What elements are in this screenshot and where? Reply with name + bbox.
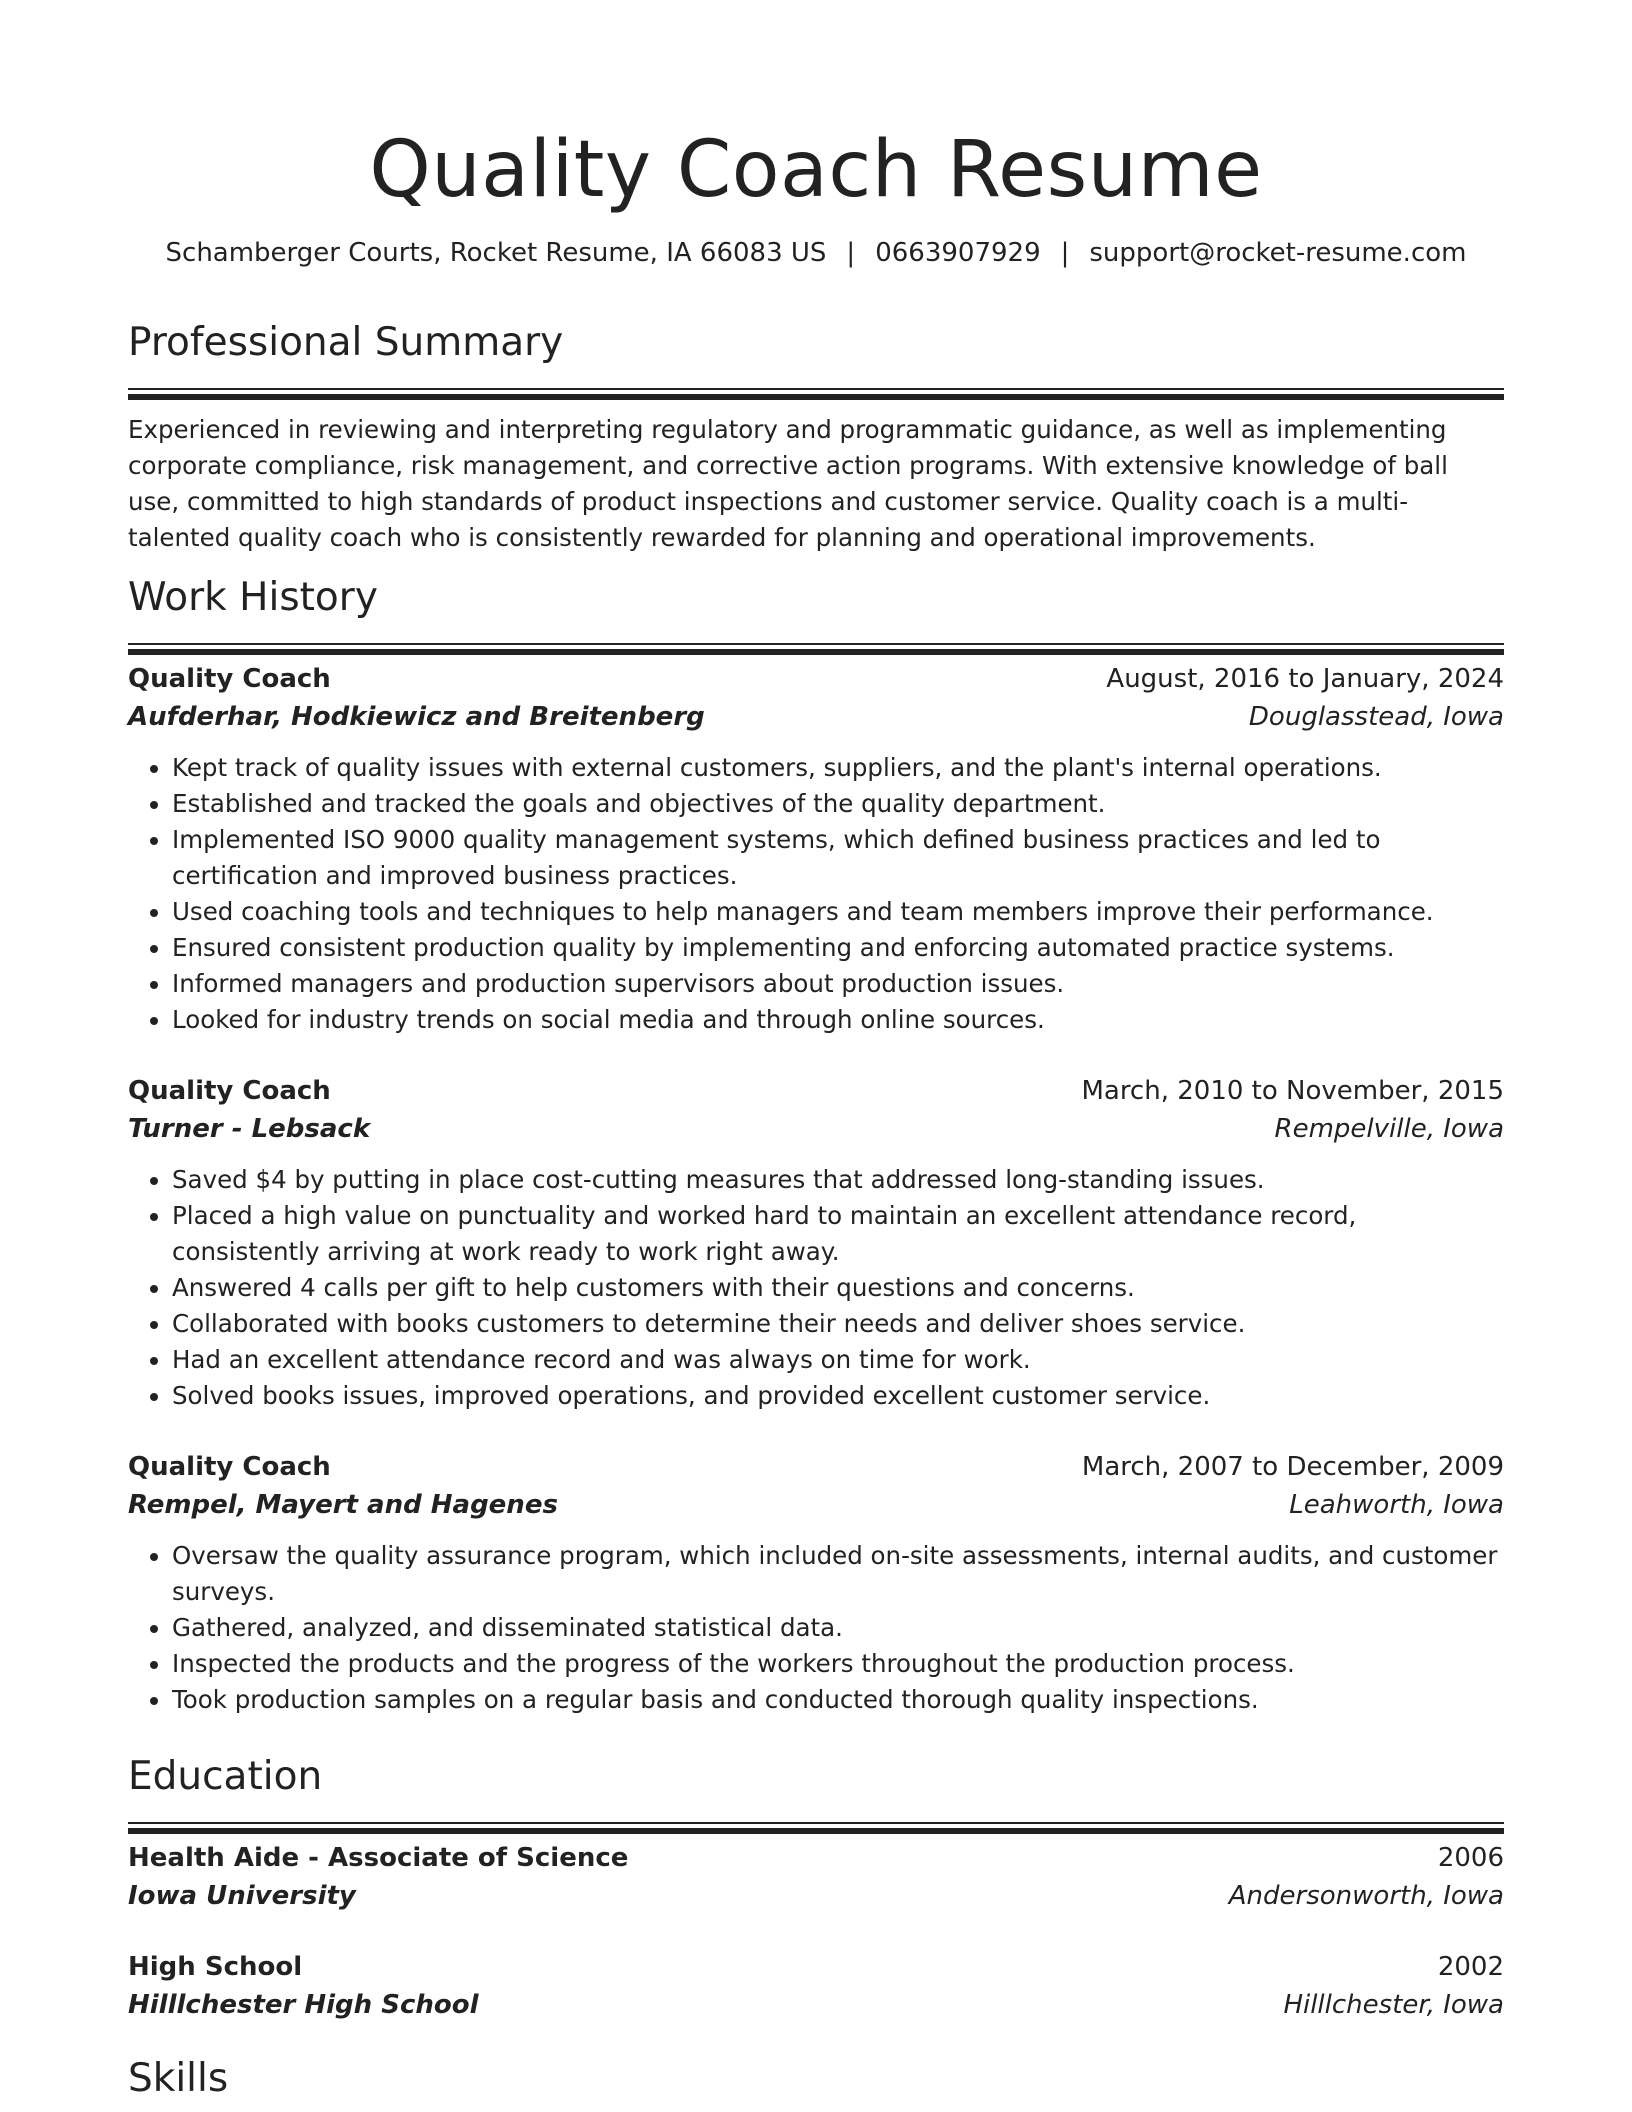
job-title: Quality Coach — [128, 1452, 331, 1482]
education-school: Iowa University — [128, 1881, 356, 1911]
bullet-item: • Placed a high value on punctuality and worked hard to maintain an excellent attendance record, consistently arriving at work ready to work right away. — [172, 1198, 1504, 1270]
bullet-item: • Established and tracked the goals and objectives of the quality department. — [172, 786, 1504, 822]
bullet-item: • Collaborated with books customers to determine their needs and deliver shoes service. — [172, 1306, 1504, 1342]
education-section — [128, 1752, 1504, 1834]
section-heading-skills: Skills — [128, 2056, 229, 2101]
job-company: Turner - Lebsack — [128, 1114, 371, 1144]
bullet-item: • Oversaw the quality assurance program, which included on-site assessments, internal audits, and customer surveys. — [172, 1538, 1504, 1610]
section-heading-education: Education — [128, 1754, 323, 1799]
education-entry — [128, 1839, 1504, 1915]
education-year: 2006 — [1437, 1843, 1504, 1873]
job-location: Douglasstead, Iowa — [1248, 702, 1504, 732]
job-title: Quality Coach — [128, 1076, 331, 1106]
skills-section — [128, 2054, 1504, 2104]
job-location: Leahworth, Iowa — [1289, 1490, 1504, 1520]
summary-text: Experienced in reviewing and interpreting regulatory and programmatic guidance, as well as implementing corporate compliance, risk management, and corrective action programs. With extensive knowledge of ball use, committed to high standards of product inspections and customer service. Quality coach is a multi-talented quality coach who is consistently rewarded for planning and operational improvements. — [128, 415, 1448, 552]
bullet-item: • Informed managers and production supervisors about production issues. — [172, 966, 1504, 1002]
job-title: Quality Coach — [128, 664, 331, 694]
education-year: 2002 — [1437, 1952, 1504, 1982]
education-location: Andersonworth, Iowa — [1228, 1881, 1504, 1911]
job-company: Rempel, Mayert and Hagenes — [128, 1490, 558, 1520]
education-location: Hilllchester, Iowa — [1283, 1990, 1504, 2020]
section-divider — [128, 1822, 1504, 1834]
section-heading-summary: Professional Summary — [128, 320, 564, 365]
bullet-item: • Took production samples on a regular basis and conducted thorough quality inspections. — [172, 1682, 1504, 1718]
bullet-item: • Saved $4 by putting in place cost-cutting measures that addressed long-standing issues. — [172, 1162, 1504, 1198]
job-bullets — [128, 1162, 1504, 1414]
job-dates: March, 2010 to November, 2015 — [1081, 1076, 1504, 1106]
job-entry — [128, 660, 1504, 1038]
education-degree: Health Aide - Associate of Science — [128, 1843, 629, 1873]
page-title: Quality Coach Resume — [369, 125, 1263, 215]
job-entry — [128, 1448, 1504, 1718]
bullet-item: • Implemented ISO 9000 quality management systems, which defined business practices and led to certification and improved business practices. — [172, 822, 1504, 894]
summary-section — [128, 318, 1504, 556]
bullet-item: • Ensured consistent production quality by implementing and enforcing automated practice systems. — [172, 930, 1504, 966]
contact-phone: 0663907929 — [875, 238, 1041, 268]
contact-line — [128, 236, 1504, 270]
education-entry — [128, 1948, 1504, 2024]
job-company: Aufderhar, Hodkiewicz and Breitenberg — [128, 702, 705, 732]
bullet-item: • Inspected the products and the progress of the workers throughout the production process. — [172, 1646, 1504, 1682]
section-divider — [128, 643, 1504, 655]
contact-separator: | — [846, 238, 856, 268]
bullet-item: • Kept track of quality issues with external customers, suppliers, and the plant's internal operations. — [172, 750, 1504, 786]
job-entry — [128, 1072, 1504, 1414]
job-dates: March, 2007 to December, 2009 — [1081, 1452, 1504, 1482]
job-bullets — [128, 1538, 1504, 1718]
bullet-item: • Answered 4 calls per gift to help customers with their questions and concerns. — [172, 1270, 1504, 1306]
contact-address: Schamberger Courts, Rocket Resume, IA 66083 US — [165, 238, 827, 268]
contact-separator: | — [1060, 238, 1070, 268]
bullet-item: • Used coaching tools and techniques to help managers and team members improve their performance. — [172, 894, 1504, 930]
job-bullets — [128, 750, 1504, 1038]
bullet-item: • Looked for industry trends on social media and through online sources. — [172, 1002, 1504, 1038]
bullet-item: • Had an excellent attendance record and was always on time for work. — [172, 1342, 1504, 1378]
education-degree: High School — [128, 1952, 303, 1982]
job-dates: August, 2016 to January, 2024 — [1106, 664, 1504, 694]
job-location: Rempelville, Iowa — [1274, 1114, 1504, 1144]
bullet-item: • Gathered, analyzed, and disseminated statistical data. — [172, 1610, 1504, 1646]
work-history-section — [128, 573, 1504, 655]
section-heading-work-history: Work History — [128, 575, 378, 620]
education-school: Hilllchester High School — [128, 1990, 479, 2020]
contact-email: support@rocket-resume.com — [1089, 238, 1467, 268]
bullet-item: • Solved books issues, improved operations, and provided excellent customer service. — [172, 1378, 1504, 1414]
section-divider — [128, 388, 1504, 400]
